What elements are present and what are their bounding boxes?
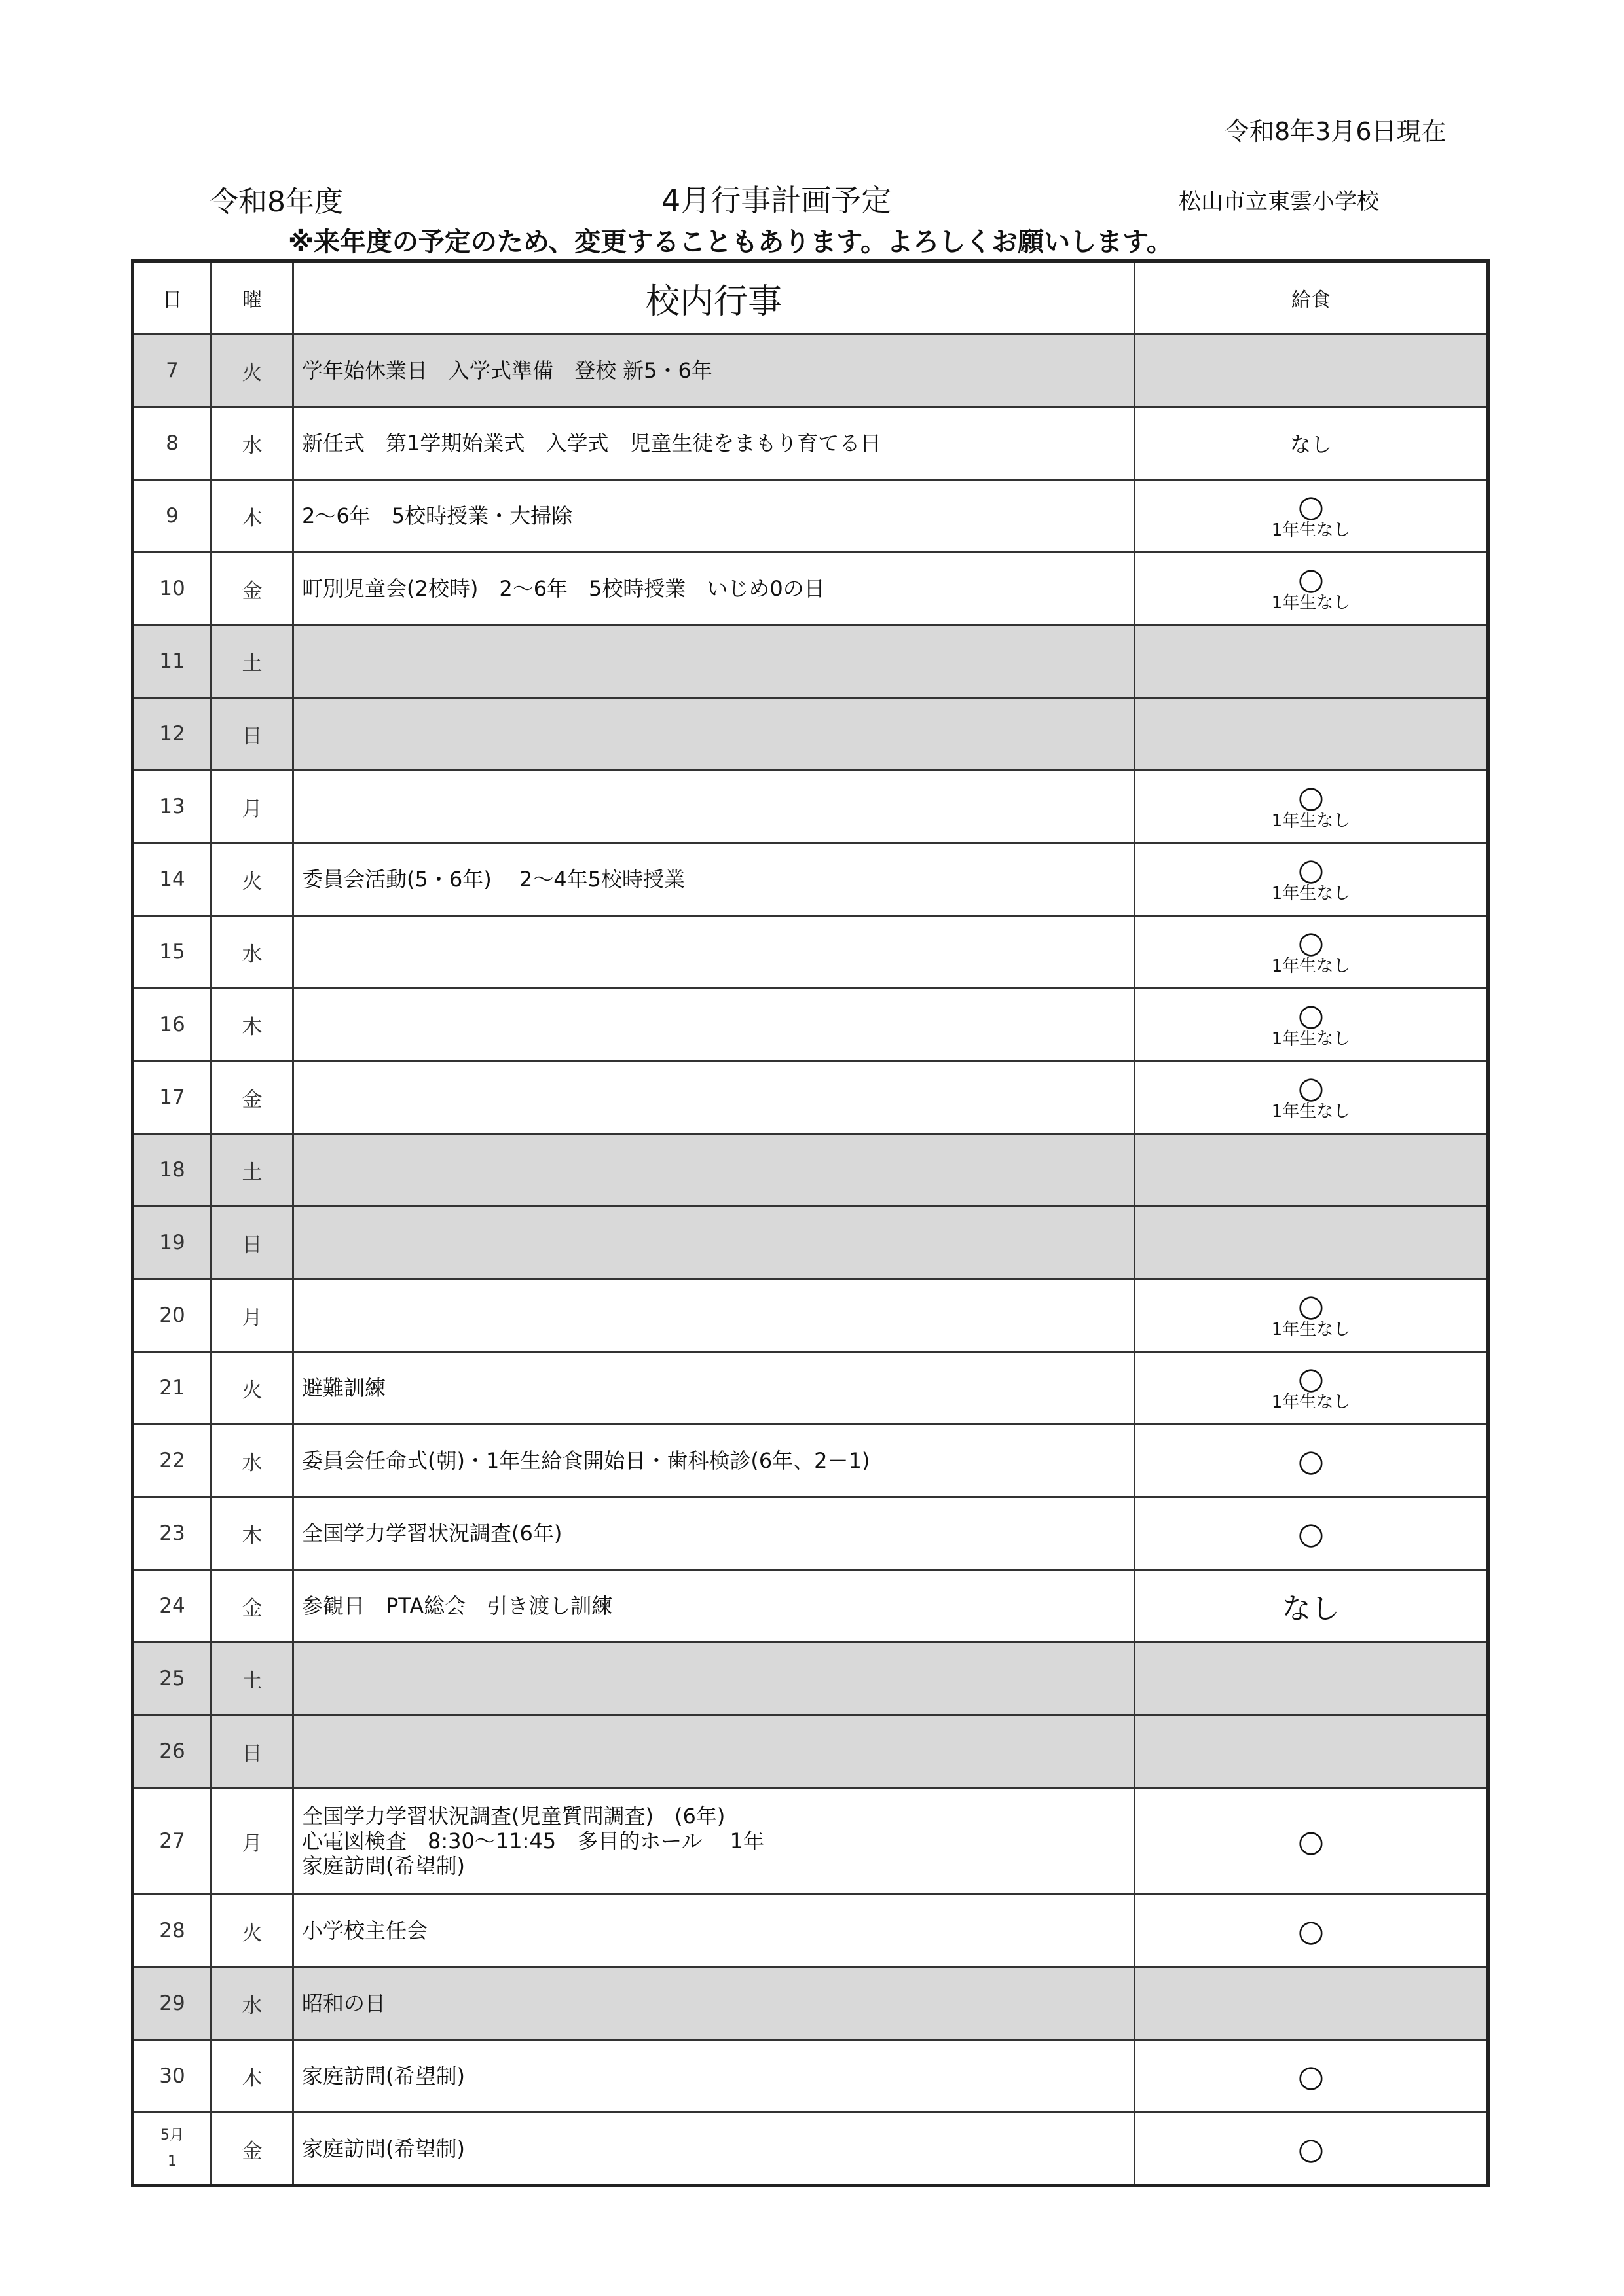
- lunch-circle-mark: ○: [1297, 1288, 1325, 1323]
- day-number: 28: [159, 1919, 185, 1942]
- lunch-cell: [1135, 1134, 1488, 1207]
- day-number: 12: [159, 722, 185, 746]
- lunch-cell: [1135, 1967, 1488, 2040]
- events-cell: [293, 1715, 1135, 1788]
- header-weekday: 曜: [212, 261, 293, 335]
- event-line: 家庭訪問(希望制): [302, 2064, 465, 2088]
- weekday-cell: 水: [212, 1425, 293, 1497]
- lunch-value: なし: [1282, 1592, 1340, 1626]
- lunch-cell: [1135, 480, 1488, 553]
- day-number: 7: [166, 359, 179, 382]
- lunch-circle-mark: ○: [1297, 488, 1325, 524]
- table-row: [133, 1061, 1488, 1134]
- events-cell: [293, 989, 1135, 1061]
- events-cell: [293, 1207, 1135, 1279]
- lunch-note: 1年生なし: [1271, 1102, 1351, 1121]
- event-line: 学年始休業日 入学式準備 登校 新5・6年: [302, 358, 712, 383]
- lunch-circle-mark: ○: [1297, 1516, 1325, 1551]
- lunch-cell: [1135, 916, 1488, 989]
- table-row: [133, 553, 1488, 625]
- event-line: 避難訓練: [302, 1376, 386, 1400]
- day-number: 13: [159, 795, 185, 818]
- weekday-cell: 金: [212, 2113, 293, 2186]
- page-title: 4月行事計画予定: [661, 183, 892, 218]
- day-number: 8: [166, 431, 179, 455]
- weekday-cell: 月: [212, 1279, 293, 1352]
- weekday-cell: 土: [212, 1643, 293, 1715]
- lunch-cell: [1135, 1061, 1488, 1134]
- events-cell: [293, 1497, 1135, 1570]
- lunch-cell: [1135, 1570, 1488, 1643]
- day-number: 26: [159, 1740, 185, 1763]
- event-line: 家庭訪問(希望制): [302, 2136, 465, 2161]
- event-line: 町別児童会(2校時) 2～6年 5校時授業 いじめ0の日: [302, 576, 825, 601]
- events-cell: [293, 1134, 1135, 1207]
- fiscal-year: 令和8年度: [210, 185, 343, 219]
- lunch-note: 1年生なし: [1271, 884, 1351, 903]
- event-line: 参観日 PTA総会 引き渡し訓練: [302, 1594, 613, 1618]
- lunch-circle-mark: ○: [1297, 852, 1325, 887]
- events-cell: [293, 1895, 1135, 1967]
- day-cell: [133, 553, 212, 625]
- table-row: [133, 625, 1488, 698]
- table-row: [133, 916, 1488, 989]
- day-cell: [133, 1643, 212, 1715]
- day-cell: [133, 916, 212, 989]
- lunch-cell: [1135, 698, 1488, 771]
- lunch-circle-mark: ○: [1297, 1913, 1325, 1948]
- weekday-cell: 木: [212, 989, 293, 1061]
- weekday-cell: 水: [212, 407, 293, 480]
- lunch-cell: [1135, 843, 1488, 916]
- day-cell: [133, 335, 212, 407]
- day-cell: [133, 1134, 212, 1207]
- events-cell: [293, 1352, 1135, 1425]
- lunch-circle-mark: ○: [1297, 997, 1325, 1032]
- day-cell: [133, 407, 212, 480]
- day-number: 21: [159, 1376, 185, 1400]
- lunch-circle-mark: ○: [1297, 1360, 1325, 1396]
- lunch-value: なし: [1289, 432, 1332, 457]
- as-of-date: 令和8年3月6日現在: [1225, 117, 1447, 146]
- day-cell: [133, 1967, 212, 2040]
- day-number: 29: [159, 1992, 185, 2015]
- lunch-circle-mark: ○: [1297, 924, 1325, 960]
- event-line: 小学校主任会: [302, 1918, 428, 1943]
- table-row: [133, 1967, 1488, 2040]
- event-line: 家庭訪問(希望制): [302, 1853, 465, 1878]
- event-line: 新任式 第1学期始業式 入学式 児童生徒をまもり育てる日: [302, 431, 881, 456]
- day-cell: [133, 1570, 212, 1643]
- events-cell: [293, 698, 1135, 771]
- header-day: 日: [133, 261, 212, 335]
- events-cell: [293, 771, 1135, 843]
- weekday-cell: 火: [212, 843, 293, 916]
- day-number: 9: [166, 504, 179, 528]
- day-number: 14: [159, 867, 185, 891]
- event-line: 昭和の日: [302, 1991, 386, 2016]
- table-row: [133, 2113, 1488, 2186]
- event-line: 委員会活動(5・6年) 2～4年5校時授業: [302, 867, 685, 892]
- day-number: 25: [159, 1667, 185, 1690]
- day-number: 27: [159, 1829, 185, 1853]
- events-cell: [293, 1788, 1135, 1895]
- lunch-note: 1年生なし: [1271, 957, 1351, 976]
- day-number: 10: [159, 577, 185, 600]
- day-cell: [133, 1061, 212, 1134]
- day-number: 18: [159, 1158, 185, 1182]
- table-row: [133, 1643, 1488, 1715]
- lunch-note: 1年生なし: [1271, 1029, 1351, 1049]
- weekday-cell: 日: [212, 698, 293, 771]
- lunch-cell: [1135, 1497, 1488, 1570]
- table-row: [133, 989, 1488, 1061]
- day-cell: [133, 1425, 212, 1497]
- lunch-note: 1年生なし: [1271, 1393, 1351, 1412]
- day-number: 22: [159, 1449, 185, 1472]
- weekday-cell: 土: [212, 625, 293, 698]
- lunch-cell: [1135, 989, 1488, 1061]
- lunch-cell: [1135, 1425, 1488, 1497]
- lunch-cell: [1135, 771, 1488, 843]
- events-cell: [293, 1425, 1135, 1497]
- event-line: 全国学力学習状況調査(児童質問調査) (6年): [302, 1804, 726, 1829]
- day-cell: [133, 625, 212, 698]
- day-cell: [133, 989, 212, 1061]
- events-cell: [293, 1967, 1135, 2040]
- day-cell: [133, 480, 212, 553]
- events-cell: [293, 1643, 1135, 1715]
- day-month-label: 5月: [160, 2127, 184, 2143]
- day-number: 24: [159, 1594, 185, 1618]
- table-row: [133, 1425, 1488, 1497]
- lunch-circle-mark: ○: [1297, 561, 1325, 596]
- weekday-cell: 日: [212, 1715, 293, 1788]
- table-row: [133, 335, 1488, 407]
- lunch-circle-mark: ○: [1297, 1070, 1325, 1105]
- event-line: 2～6年 5校時授業・大掃除: [302, 503, 573, 528]
- day-cell: [133, 1788, 212, 1895]
- day-cell: [133, 1352, 212, 1425]
- events-cell: [293, 1061, 1135, 1134]
- weekday-cell: 月: [212, 771, 293, 843]
- weekday-cell: 水: [212, 1967, 293, 2040]
- lunch-cell: [1135, 2113, 1488, 2186]
- events-cell: [293, 1279, 1135, 1352]
- table-row: [133, 1497, 1488, 1570]
- lunch-cell: [1135, 407, 1488, 480]
- table-row: [133, 1207, 1488, 1279]
- table-row: [133, 2040, 1488, 2113]
- table-row: [133, 1279, 1488, 1352]
- events-cell: [293, 843, 1135, 916]
- schedule-table: [131, 259, 1490, 2187]
- table-header-row: [133, 261, 1488, 335]
- day-number: 20: [159, 1303, 185, 1327]
- weekday-cell: 木: [212, 480, 293, 553]
- lunch-note: 1年生なし: [1271, 593, 1351, 613]
- lunch-cell: [1135, 1895, 1488, 1967]
- table-row: [133, 771, 1488, 843]
- weekday-cell: 火: [212, 1895, 293, 1967]
- day-number: 1: [168, 2153, 177, 2170]
- events-cell: [293, 916, 1135, 989]
- lunch-cell: [1135, 1643, 1488, 1715]
- lunch-cell: [1135, 1279, 1488, 1352]
- weekday-cell: 金: [212, 553, 293, 625]
- table-row: [133, 1570, 1488, 1643]
- day-cell: [133, 1207, 212, 1279]
- weekday-cell: 火: [212, 1352, 293, 1425]
- day-cell: [133, 1895, 212, 1967]
- table-row: [133, 698, 1488, 771]
- event-line: 心電図検査 8:30～11:45 多目的ホール 1年: [302, 1829, 764, 1853]
- lunch-cell: [1135, 2040, 1488, 2113]
- day-number: 16: [159, 1013, 185, 1036]
- school-name: 松山市立東雲小学校: [1179, 189, 1379, 215]
- events-cell: [293, 407, 1135, 480]
- lunch-circle-mark: ○: [1297, 2058, 1325, 2094]
- day-cell: [133, 2040, 212, 2113]
- weekday-cell: 水: [212, 916, 293, 989]
- weekday-cell: 月: [212, 1788, 293, 1895]
- lunch-note: 1年生なし: [1271, 1320, 1351, 1339]
- lunch-cell: [1135, 1207, 1488, 1279]
- weekday-cell: 金: [212, 1570, 293, 1643]
- lunch-cell: [1135, 1788, 1488, 1895]
- event-line: 委員会任命式(朝)・1年生給食開始日・歯科検診(6年、2－1): [302, 1448, 870, 1473]
- lunch-cell: [1135, 1352, 1488, 1425]
- weekday-cell: 木: [212, 2040, 293, 2113]
- event-line: 全国学力学習状況調査(6年): [302, 1521, 563, 1546]
- lunch-circle-mark: ○: [1297, 779, 1325, 814]
- weekday-cell: 土: [212, 1134, 293, 1207]
- table-row: [133, 480, 1488, 553]
- table-row: [133, 1895, 1488, 1967]
- table-row: [133, 1788, 1488, 1895]
- day-cell: [133, 1279, 212, 1352]
- day-cell: [133, 843, 212, 916]
- events-cell: [293, 2040, 1135, 2113]
- header-events: 校内行事: [293, 261, 1135, 335]
- events-cell: [293, 625, 1135, 698]
- notice-text: ※来年度の予定のため、変更することもあります。よろしくお願いします。: [288, 227, 1173, 257]
- day-cell: [133, 1497, 212, 1570]
- day-cell: [133, 2113, 212, 2186]
- day-cell: [133, 1715, 212, 1788]
- events-cell: [293, 2113, 1135, 2186]
- day-cell: [133, 771, 212, 843]
- schedule-rows: [133, 335, 1488, 2186]
- table-row: [133, 1715, 1488, 1788]
- weekday-cell: 火: [212, 335, 293, 407]
- table-row: [133, 843, 1488, 916]
- header-lunch: 給食: [1135, 261, 1488, 335]
- lunch-circle-mark: ○: [1297, 1443, 1325, 1478]
- weekday-cell: 木: [212, 1497, 293, 1570]
- day-cell: [133, 698, 212, 771]
- events-cell: [293, 553, 1135, 625]
- day-number: 23: [159, 1522, 185, 1545]
- events-cell: [293, 480, 1135, 553]
- lunch-cell: [1135, 1715, 1488, 1788]
- table-row: [133, 1134, 1488, 1207]
- events-cell: [293, 1570, 1135, 1643]
- lunch-circle-mark: ○: [1297, 2131, 1325, 2166]
- weekday-cell: 金: [212, 1061, 293, 1134]
- day-number: 30: [159, 2064, 185, 2088]
- day-number: 15: [159, 940, 185, 964]
- day-number: 17: [159, 1085, 185, 1109]
- lunch-cell: [1135, 553, 1488, 625]
- lunch-cell: [1135, 625, 1488, 698]
- lunch-note: 1年生なし: [1271, 520, 1351, 540]
- day-number: 19: [159, 1231, 185, 1254]
- lunch-cell: [1135, 335, 1488, 407]
- weekday-cell: 日: [212, 1207, 293, 1279]
- lunch-circle-mark: ○: [1297, 1823, 1325, 1859]
- lunch-note: 1年生なし: [1271, 811, 1351, 831]
- events-cell: [293, 335, 1135, 407]
- table-row: [133, 407, 1488, 480]
- table-row: [133, 1352, 1488, 1425]
- day-number: 11: [159, 649, 185, 673]
